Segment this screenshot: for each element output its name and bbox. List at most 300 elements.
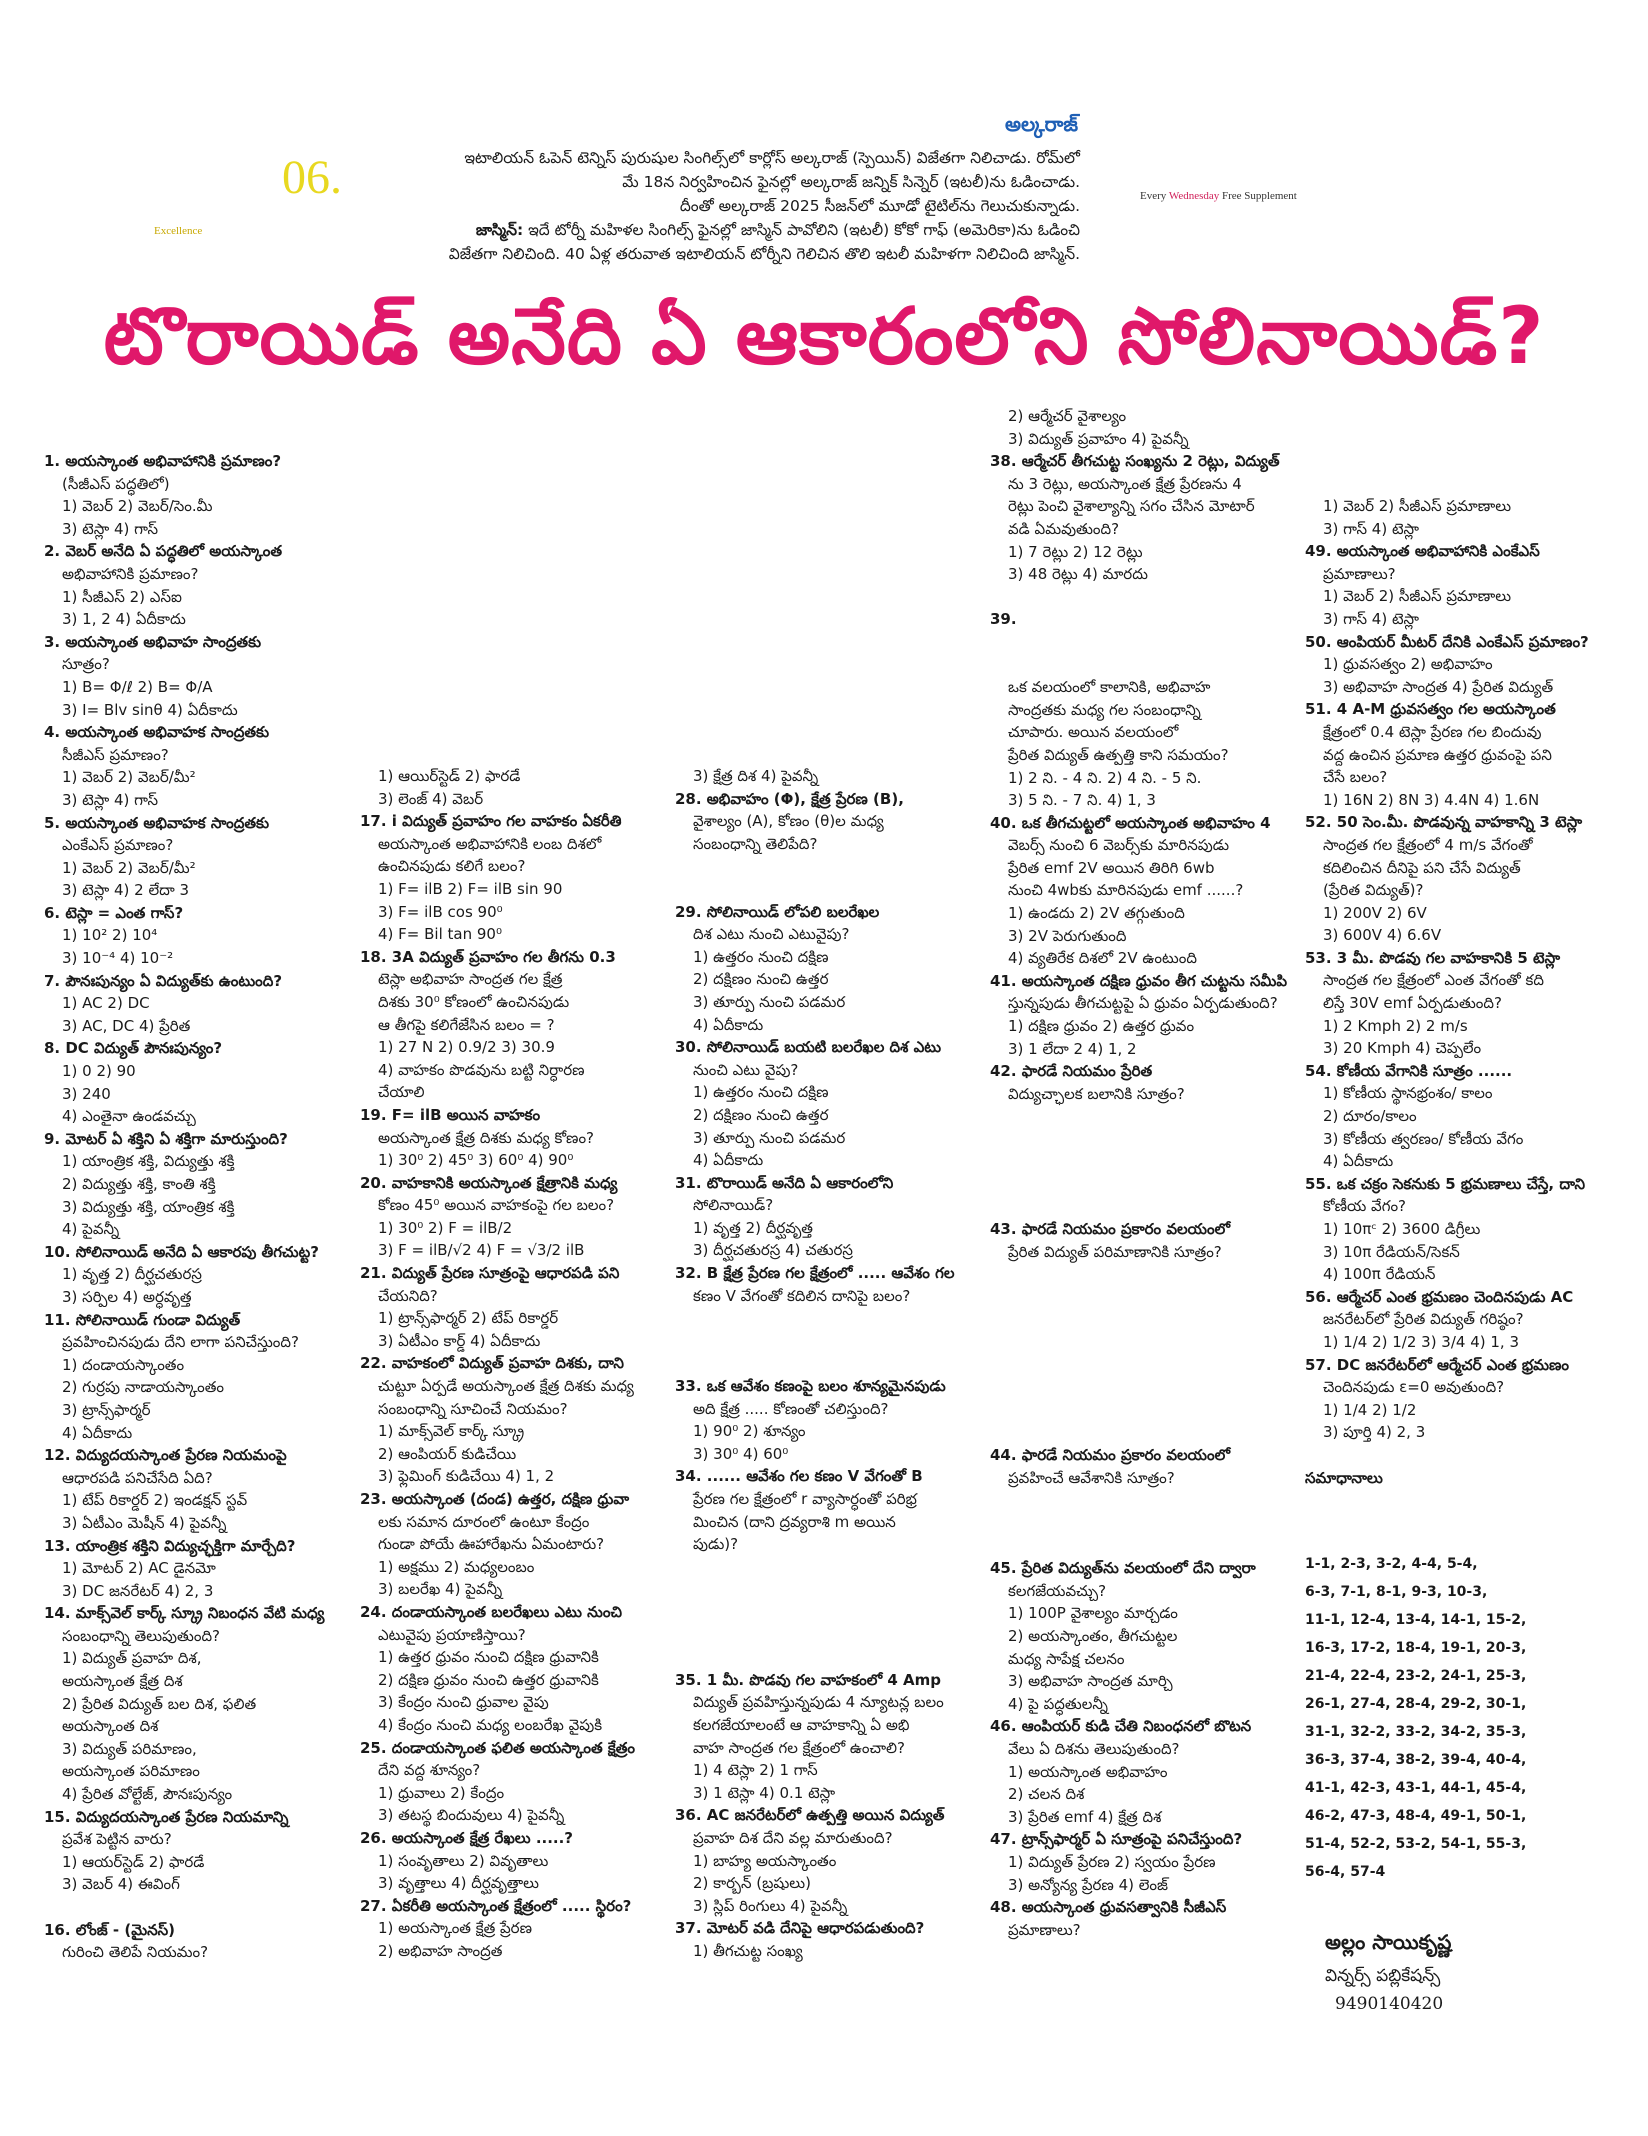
answer-row: 31-1, 32-2, 33-2, 34-2, 35-3, (1305, 1724, 1527, 1740)
option-line: 1) విద్యుత్ ప్రవాహ దిశ, (62, 1649, 202, 1668)
option-line: కలగజేయవచ్చు? (1008, 1581, 1107, 1600)
option-line: టెస్లా అభివాహ సాంద్రత గల క్షేత్ర (378, 970, 563, 989)
option-line: 1) వెబర్ 2) సీజీఎస్ ప్రమాణాలు (1323, 497, 1512, 515)
option-line: వేలు ఏ దిశను తెలుపుతుంది? (1008, 1740, 1180, 1759)
option-line: 1) F= ilB 2) F= ilB sin 90 (378, 879, 563, 898)
option-line: 3) 2V పెరుగుతుంది (1008, 926, 1127, 945)
option-line (675, 855, 955, 878)
option-line (675, 1352, 955, 1375)
option-line: 3) 30⁰ 4) 60⁰ (693, 1444, 789, 1463)
option-line: 4) వాహకం పొడవును బట్టి నిర్ధారణ (378, 1060, 585, 1079)
question: 41. అయస్కాంత దక్షిణ ధ్రువం తీగ చుట్టను సమీపి (990, 971, 1288, 990)
option-line: క్షేత్రంలో 0.4 టెస్లా ప్రేరణ గల బిందువు (1323, 722, 1542, 741)
option-line: 1) సీజీఎస్ 2) ఎస్ఐ (62, 587, 182, 606)
option-line (990, 1173, 1287, 1196)
option-line: ప్రవాహ దిశ దేని వల్ల మారుతుంది? (693, 1828, 893, 1847)
option-line: 3) 10⁻⁴ 4) 10⁻² (62, 949, 174, 968)
option-line: 1) అక్షము 2) మధ్యలంబం (378, 1557, 535, 1576)
option-line: 1) టేప్ రికార్డర్ 2) ఇండక్షన్ స్టవ్ (62, 1491, 248, 1510)
option-line: చేయాలి (378, 1083, 425, 1102)
answer-row: 26-1, 27-4, 28-4, 29-2, 30-1, (1305, 1696, 1527, 1712)
option-line: 3) 1 టెస్లా 4) 0.1 టెస్లా (693, 1783, 836, 1802)
option-line: 1) AC 2) DC (62, 994, 150, 1013)
option-line: ప్రమాణాలు? (1008, 1920, 1081, 1939)
option-line: 3) AC, DC 4) ప్రేరిత (62, 1016, 191, 1035)
option-line: 2) చలన దిశ (1008, 1785, 1085, 1804)
option-line: మించిన (దాని ద్రవ్యరాశి m అయిన (693, 1512, 896, 1531)
news-box (420, 146, 1080, 266)
option-line: మధ్య సాపేక్ష చలనం (1008, 1649, 1125, 1668)
option-line: 4) ఏదీకాదు (1323, 1152, 1394, 1171)
option-line (990, 1105, 1287, 1128)
option-line: 1) ఉత్తరం నుంచి దక్షిణ (693, 1083, 829, 1102)
question: 1. అయస్కాంత అభివాహానికి ప్రమాణం? (44, 452, 282, 470)
answer-row: 21-4, 22-4, 23-2, 24-1, 25-3, (1305, 1668, 1527, 1684)
question: 10. సోలినాయిడ్ అనేది ఏ ఆకారపు తీగచుట్ట? (44, 1242, 319, 1261)
answer-row: 51-4, 52-2, 53-2, 54-1, 55-3, (1305, 1836, 1527, 1852)
option-line: విద్యుత్ ప్రవహిస్తున్నపుడు 4 న్యూటన్ల బలం (693, 1693, 944, 1712)
question: 9. మోటర్ ఏ శక్తిని ఏ శక్తిగా మారుస్తుంది? (44, 1129, 288, 1148)
headline: టొరాయిడ్ అనేది ఏ ఆకారంలోని సోలినాయిడ్? (103, 292, 1545, 382)
option-line: 1) 30⁰ 2) F = ilB/2 (378, 1218, 513, 1237)
question: 51. 4 A-M ధ్రువసత్వం గల అయస్కాంత (1305, 700, 1556, 719)
option-line: 3) ట్రాన్స్‌ఫార్మర్ (62, 1400, 151, 1419)
option-line: 2) కార్బన్ (బ్రషులు) (693, 1874, 811, 1893)
question-column-2 (360, 765, 635, 1962)
option-line (1305, 1444, 1589, 1467)
option-line: (సీజీఎస్ పద్ధతిలో) (62, 474, 170, 493)
question: 50. ఆంపియర్ మీటర్ దేనికి ఎంకేఎస్ ప్రమాణం? (1305, 632, 1589, 651)
option-line (990, 1512, 1287, 1535)
phone: 9490140420 (1335, 1994, 1444, 2014)
option-line: 2) ప్రేరిత విద్యుత్ బల దిశ, ఫలిత (62, 1694, 257, 1713)
option-line: 1) 2 ని. - 4 ని. 2) 4 ని. - 5 ని. (1008, 768, 1202, 787)
option-line: 3) అభివాహ సాంద్రత మార్చి (1008, 1672, 1173, 1691)
question: 11. సోలినాయిడ్ గుండా విద్యుత్ (44, 1310, 241, 1329)
option-line: 2) విద్యుత్తు శక్తి, కాంతి శక్తి (62, 1175, 216, 1193)
option-line (675, 1307, 955, 1330)
question: 4. అయస్కాంత అభివాహక సాంద్రతకు (44, 723, 270, 742)
option-line: 3) సర్పిల 4) అర్ధవృత్త (62, 1287, 192, 1306)
question: 39. (990, 610, 1017, 629)
page-number: 06. (282, 151, 342, 204)
option-line: 4) పై పద్ధతులన్నీ (1008, 1694, 1108, 1713)
question: 24. దండాయస్కాంత బలరేఖలు ఎటు నుంచి (360, 1602, 622, 1621)
question: 45. ప్రేరిత విద్యుత్‌ను వలయంలో దేని ద్వారా (990, 1559, 1256, 1578)
option-line: 2) దక్షిణం నుంచి ఉత్తర (693, 970, 829, 989)
option-line: 3) తూర్పు నుంచి పడమర (693, 1128, 846, 1147)
option-line: సంబంధాన్ని సూచించే నియమం? (378, 1399, 568, 1418)
option-line: కణం V వేగంతో కదిలిన దానిపై బలం? (693, 1286, 911, 1305)
supp-day: Wednesday (1168, 190, 1220, 202)
option-line: 3) క్షేత్ర దిశ 4) పైవన్నీ (693, 767, 819, 785)
option-line: ప్రమాణాలు? (1323, 564, 1396, 583)
option-line: ప్రవహించినపుడు దేని లాగా పనిచేస్తుంది? (62, 1333, 299, 1352)
question: 28. అభివాహం (Φ), క్షేత్ర ప్రేరణ (B), (675, 789, 904, 808)
question: 47. ట్రాన్స్‌ఫార్మర్ ఏ సూత్రంపై పనిచేస్తుంది? (990, 1830, 1243, 1849)
answer-row: 36-3, 37-4, 38-2, 39-4, 40-4, (1305, 1752, 1527, 1768)
option-line: ఆ తీగపై కలిగేజేసిన బలం = ? (378, 1015, 555, 1034)
option-line: 1) దండాయస్కాంతం (62, 1355, 185, 1374)
option-line: చెందినపుడు ε=0 అవుతుంది? (1323, 1378, 1505, 1397)
option-line: సాంద్రత గల క్షేత్రంలో ఎంత వేగంతో కది (1323, 971, 1544, 990)
option-line (675, 1556, 955, 1579)
question: 46. ఆంపియర్ కుడి చేతి నిబంధనలో బొటన (990, 1717, 1252, 1736)
option-line: కలగజేయాలంటే ఆ వాహకాన్ని ఏ అభి (693, 1715, 910, 1734)
option-line: 3) బలరేఖ 4) పైవన్నీ (378, 1580, 503, 1599)
option-line: 3) 10π రేడియన్/సెకన్ (1323, 1242, 1460, 1261)
option-line: 4) 100π రేడియన్ (1323, 1265, 1436, 1284)
question: 23. అయస్కాంత (దండ) ఉత్తర, దక్షిణ ధ్రువా (360, 1490, 630, 1508)
option-line: 2) దక్షిణం నుంచి ఉత్తర (693, 1105, 829, 1124)
option-line: 3) 5 ని. - 7 ని. 4) 1, 3 (1008, 791, 1156, 810)
option-line: 1) వృత్త 2) దీర్ఘవృత్త (693, 1218, 813, 1237)
option-line: 1) 16N 2) 8N 3) 4.4N 4) 1.6N (1323, 790, 1540, 809)
option-line: చేసే బలం? (1323, 768, 1388, 787)
question: 36. AC జనరేటర్‌లో ఉత్పత్తి అయిన విద్యుత్ (675, 1806, 945, 1825)
option-line: 1) 1/4 2) 1/2 3) 3/4 4) 1, 3 (1323, 1332, 1520, 1351)
publisher: విన్నర్స్ పబ్లికేషన్స్ (1325, 1966, 1441, 1986)
option-line: ఒక వలయంలో కాలానికి, అభివాహ (1008, 678, 1211, 697)
option-line: 3) అన్యోన్య ప్రేరణ 4) లెంజ్ (1008, 1875, 1168, 1894)
option-line: వడి ఏమవుతుంది? (1008, 519, 1120, 538)
question: 35. 1 మీ. పొడవు గల వాహకంలో 4 Amp (675, 1670, 941, 1689)
question: 16. లోంజ్ - (మైనస్) (44, 1920, 175, 1939)
question: 26. అయస్కాంత క్షేత్ర రేఖలు .....? (360, 1828, 574, 1847)
option-line: గురించి తెలిపే నియమం? (62, 1943, 209, 1962)
question: 15. విద్యుదయస్కాంత ప్రేరణ నియమాన్ని (44, 1807, 289, 1826)
option-line: 3) కేంద్రం నుంచి ధ్రువాల వైపు (378, 1693, 549, 1712)
option-line: చేయనిది? (378, 1286, 438, 1305)
answer-row: 56-4, 57-4 (1305, 1864, 1386, 1880)
option-line: నుంచి 4wbకు మారినపుడు emf ......? (1008, 881, 1244, 900)
option-line: 3) ఫ్లెమింగ్ కుడిచేయి 4) 1, 2 (378, 1467, 555, 1486)
option-line: ఎంకేఎస్ ప్రమాణం? (62, 836, 174, 855)
question: 37. మోటర్ వడి దేనిపై ఆధారపడుతుంది? (675, 1919, 925, 1938)
question: 3. అయస్కాంత అభివాహ సాంద్రతకు (44, 632, 262, 651)
option-line: 3) I= Blv sinθ 4) ఏదీకాదు (62, 700, 238, 719)
option-line: ప్రేరణ గల క్షేత్రంలో r వ్యాసార్ధంతో పరిభ్ర (693, 1490, 917, 1508)
question: 18. 3A విద్యుత్ ప్రవాహం గల తీగను 0.3 (360, 947, 616, 966)
question: 40. ఒక తీగచుట్టలో అయస్కాంత అభివాహం 4 (990, 813, 1271, 832)
option-line: లకు సమాన దూరంలో ఉంటూ కేంద్రం (378, 1512, 590, 1531)
tagline: Excellence (154, 225, 203, 237)
option-line: 2) దూరం/కాలం (1323, 1107, 1417, 1126)
option-line: నుంచి ఎటు వైపు? (693, 1060, 799, 1079)
option-line: 2) ఆర్మేచర్ వైశాల్యం (1008, 407, 1127, 425)
question: 42. ఫారడే నియమం ప్రేరిత (990, 1062, 1153, 1081)
option-line: 1) యాంత్రిక శక్తి, విద్యుత్తు శక్తి (62, 1152, 235, 1171)
option-line: కోణీయ వేగం? (1323, 1197, 1407, 1216)
question: 38. ఆర్మేచర్ తీగచుట్ట సంఖ్యను 2 రెట్లు, విద్యుత్ (990, 452, 1280, 471)
option-line: 3) 1, 2 4) ఏదీకాదు (62, 610, 186, 629)
news-line: మే 18న నిర్వహించిన ఫైనల్లో అల్కరాజ్ జన్నిక్ సిన్నెర్ (ఇటలీ)ను ఓడించాడు. (622, 173, 1080, 191)
question: సమాధానాలు (1305, 1468, 1383, 1487)
option-line: 4) F= Bil tan 90⁰ (378, 925, 502, 944)
option-line: 3) లెంజ్ 4) వెబర్ (378, 789, 484, 808)
question: 8. DC విద్యుత్ పౌనఃపున్యం? (44, 1039, 223, 1058)
question: 33. ఒక ఆవేశం కణంపై బలం శూన్యమైనపుడు (675, 1377, 946, 1396)
option-line: గుండా పోయే ఊహారేఖను ఏమంటారు? (378, 1535, 605, 1554)
option-line: 4) ఏదీకాదు (693, 1015, 764, 1034)
author-name: అల్లం సాయికృష్ణ (1325, 1930, 1452, 1954)
option-line (990, 1331, 1287, 1354)
news-line: దీంతో అల్కరాజ్ 2025 సీజన్‌లో మూడో టైటిల్‌ను గెలుచుకున్నాడు. (679, 197, 1080, 215)
option-line: దేని వద్ద శూన్యం? (378, 1761, 481, 1780)
option-line: 1) ధ్రువాలు 2) కేంద్రం (378, 1783, 505, 1802)
option-line: 2) అభివాహ సాంద్రత (378, 1941, 503, 1960)
question: 52. 50 సెం.మీ. పొడవున్న వాహకాన్ని 3 టెస్లా (1305, 813, 1583, 832)
option-line: 1) ఆయిర్‌స్టెడ్ 2) ఫారడే (378, 767, 521, 785)
option-line: దిశకు 30⁰ కోణంలో ఉంచినపుడు (378, 992, 570, 1011)
option-line (990, 631, 1287, 654)
option-line: సీజీఎస్ ప్రమాణం? (62, 745, 169, 764)
option-line: కదిలించిన దీనిపై పని చేసే విద్యుత్ (1323, 858, 1521, 877)
option-line: చూపారు. అయిన వలయంలో (1008, 723, 1179, 742)
option-line: విద్యుచ్ఛాలక బలానికి సూత్రం? (1008, 1084, 1185, 1103)
option-line: అయస్కాంత పరిమాణం (62, 1762, 200, 1781)
option-line: 2) దక్షిణ ధ్రువం నుంచి ఉత్తర ధ్రువానికి (378, 1670, 599, 1689)
option-line: ను 3 రెట్లు, అయస్కాంత క్షేత్ర ప్రేరణను 4 (1008, 474, 1242, 493)
option-line: 1) బాహ్య అయస్కాంతం (693, 1851, 837, 1870)
news-line: విజేతగా నిలిచింది. 40 ఏళ్ల తరువాత ఇటాలియన్ టోర్నీని గెలిచిన తొలి ఇటలీ మహిళగా నిలిచింది జాస్మిన్. (448, 245, 1080, 263)
question: 44. ఫారడే నియమం ప్రకారం వలయంలో (990, 1446, 1231, 1465)
question: 13. యాంత్రిక శక్తిని విద్యుచ్ఛక్తిగా మార్చేది? (44, 1536, 296, 1555)
option-line: సూత్రం? (62, 655, 110, 674)
news-line (420, 218, 1080, 242)
option-line: 1) తీగచుట్ట సంఖ్య (693, 1941, 803, 1960)
option-line: వైశాల్యం (A), కోణం (θ)ల మధ్య (693, 812, 884, 831)
question: 20. వాహకానికి అయస్కాంత క్షేత్రానికి మధ్య (360, 1173, 618, 1192)
option-line: ప్రేరిత emf 2V అయిన తిరిగి 6wb (1008, 858, 1215, 877)
option-line: 3) ఏటీఎం మెషీన్ 4) పైవన్నీ (62, 1513, 227, 1532)
option-line: 1) ఉత్తర ధ్రువం నుంచి దక్షిణ ధ్రువానికి (378, 1648, 599, 1667)
supplement-label (1140, 190, 1297, 202)
option-line (44, 1896, 324, 1919)
option-line: కోణం 45⁰ అయిన వాహకంపై గల బలం? (378, 1196, 615, 1215)
option-line (990, 1309, 1287, 1332)
option-line: 1) వెబర్ 2) వెబర్/మీ² (62, 768, 196, 787)
option-line: సంబంధాన్ని తెలుపుతుంది? (62, 1626, 221, 1645)
option-line: అయస్కాంత దిశ (62, 1717, 159, 1736)
question: 53. 3 మీ. పొడవు గల వాహకానికి 5 టెస్లా (1305, 948, 1561, 967)
option-line: 1) అయస్కాంత అభివాహం (1008, 1762, 1168, 1781)
option-line: ఎటువైపు ప్రయాణిస్తాయి? (378, 1625, 526, 1644)
option-line: అయస్కాంత క్షేత్ర దిశకు మధ్య కోణం? (378, 1128, 595, 1147)
option-line: 3) టెస్లా 4) 2 లేదా 3 (62, 881, 189, 900)
option-line: 1) 100P వైశాల్యం మార్చడం (1008, 1604, 1178, 1623)
question: 34. ...... ఆవేశం గల కణం V వేగంతో B (675, 1467, 923, 1486)
option-line: 1) B= Φ/ℓ 2) B= Φ/A (62, 677, 213, 696)
option-line: 3) విద్యుత్ ప్రవాహం 4) పైవన్నీ (1008, 429, 1189, 448)
option-line: 1) 90⁰ 2) శూన్యం (693, 1422, 806, 1441)
option-line (675, 1624, 955, 1647)
option-line: 1) అయస్కాంత క్షేత్ర ప్రేరణ (378, 1919, 532, 1938)
option-line: 1) ట్రాన్స్‌ఫార్మర్ 2) టేప్ రికార్డర్ (378, 1309, 559, 1328)
answer-key (1305, 1550, 1526, 1886)
question: 56. ఆర్మేచర్ ఎంత భ్రమణం చెందినపుడు AC (1305, 1287, 1574, 1306)
option-line: జనరేటర్‌లో ప్రేరిత విద్యుత్ గరిష్ఠం? (1323, 1310, 1524, 1329)
option-line: అయస్కాంత అభివాహానికి లంబ దిశలో (378, 834, 602, 853)
question: 54. కోణీయ వేగానికి సూత్రం ...... (1305, 1061, 1513, 1080)
answer-row: 41-1, 42-3, 43-1, 44-1, 45-4, (1305, 1780, 1527, 1796)
option-line: 4) ప్రేరిత వోల్టేజ్, పౌనఃపున్యం (62, 1785, 233, 1804)
option-line (990, 1264, 1287, 1287)
option-line: 3) F= ilB cos 90⁰ (378, 902, 503, 921)
option-line: 1) 27 N 2) 0.9/2 3) 30.9 (378, 1038, 555, 1057)
option-line: 3) ప్రేరిత emf 4) క్షేత్ర దిశ (1008, 1807, 1162, 1826)
option-line: 3) పూర్తి 4) 2, 3 (1323, 1423, 1426, 1442)
option-line (990, 1377, 1287, 1400)
option-line: సాంద్రత గల క్షేత్రంలో 4 m/s వేగంతో (1323, 835, 1533, 854)
option-line: 3) 240 (62, 1084, 111, 1103)
option-line: 1) 10πᶜ 2) 3600 డిగ్రీలు (1323, 1220, 1481, 1238)
option-line: (ప్రేరిత విద్యుత్)? (1323, 881, 1424, 900)
question: 14. మాక్స్‌వెల్ కార్క్ స్క్రూ నిబంధన వేటి మధ్య (44, 1604, 325, 1623)
option-line (990, 1128, 1287, 1151)
answer-row: 1-1, 2-3, 3-2, 4-4, 5-4, (1305, 1556, 1478, 1572)
question: 5. అయస్కాంత అభివాహక సాంద్రతకు (44, 813, 270, 832)
option-line: సాంద్రతకు మధ్య గల సంబంధాన్ని (1008, 700, 1201, 719)
option-line: 1) మాక్స్‌వెల్ కార్క్ స్క్రూ (378, 1422, 525, 1441)
question: 43. ఫారడే నియమం ప్రకారం వలయంలో (990, 1220, 1231, 1239)
option-line: 3) విద్యుత్తు శక్తి, యాంత్రిక శక్తి (62, 1197, 235, 1216)
option-line (990, 654, 1287, 677)
option-line: ప్రవేశ పెట్టిన వారు? (62, 1830, 172, 1849)
option-line (990, 1151, 1287, 1174)
answer-row: 46-2, 47-3, 48-4, 49-1, 50-1, (1305, 1808, 1527, 1824)
option-line (675, 1330, 955, 1353)
option-line (675, 1646, 955, 1669)
option-line: లిస్తే 30V emf ఏర్పడుతుంది? (1323, 994, 1502, 1013)
option-line: 3) కోణీయ త్వరణం/ కోణీయ వేగం (1323, 1129, 1524, 1148)
option-line: 1) వెబర్ 2) వెబర్/మీ² (62, 858, 196, 877)
option-line: 3) దీర్ఘచతురస్ర 4) చతురస్ర (693, 1241, 853, 1260)
option-line: స్తున్నపుడు తీగచుట్టపై ఏ ధ్రువం ఏర్పడుతుంది? (1008, 994, 1278, 1013)
option-line (675, 1578, 955, 1601)
option-line (990, 1490, 1287, 1513)
question: 22. వాహకంలో విద్యుత్ ప్రవాహ దిశకు, దాని (360, 1354, 624, 1373)
option-line: 1) వెబర్ 2) వెబర్/సెం.మీ (62, 497, 213, 516)
option-line: 3) గాస్ 4) టెస్లా (1323, 519, 1420, 538)
option-line: 1) 2 Kmph 2) 2 m/s (1323, 1016, 1468, 1035)
option-line: వద్ద ఉంచిన ప్రమాణ ఉత్తర ధ్రువంపై పని (1323, 745, 1552, 764)
news-line: ఇటాలియన్ ఓపెన్ టెన్నిస్ పురుషుల సింగిల్స్‌లో కార్లోస్ అల్కరాజ్ (స్పెయిన్) విజేతగా నిలిచాడు. రోమ్‌లో (464, 149, 1080, 167)
option-line: 4) పైవన్నీ (62, 1220, 120, 1239)
option-line: 1) సంవృతాలు 2) వివృతాలు (378, 1851, 549, 1870)
question: 6. టెస్లా = ఎంత గాస్? (44, 903, 184, 922)
option-line: 4) కేంద్రం నుంచి మధ్య లంబరేఖ వైపుకి (378, 1715, 603, 1734)
option-line: 3) అభివాహ సాంద్రత 4) ప్రేరిత విద్యుత్ (1323, 677, 1554, 696)
option-line: సోలినాయిడ్? (693, 1196, 774, 1215)
option-line: ప్రేరిత విద్యుత్ పరిమాణానికి సూత్రం? (1008, 1242, 1222, 1261)
option-line: 1) వృత్త 2) దీర్ఘచతురస్ర (62, 1265, 202, 1284)
question: 49. అయస్కాంత అభివాహానికి ఎంకేఎస్ (1305, 542, 1540, 561)
option-line: 3) గాస్ 4) టెస్లా (1323, 609, 1420, 628)
option-line: 1) దక్షిణ ధ్రువం 2) ఉత్తర ధ్రువం (1008, 1017, 1195, 1036)
option-line: 1) 7 రెట్లు 2) 12 రెట్లు (1008, 542, 1143, 561)
option-line: వెబర్స్ నుంచి 6 వెబర్స్‌కు మారినపుడు (1008, 836, 1230, 855)
question-column-5 (1305, 495, 1589, 1489)
option-line: 1) ఆయర్‌స్టెడ్ 2) ఫారడే (62, 1852, 205, 1871)
option-line: 1) వెబర్ 2) సీజీఎస్ ప్రమాణాలు (1323, 587, 1512, 606)
option-line (990, 1196, 1287, 1219)
option-line: 3) వెబర్ 4) ఈవింగ్ (62, 1875, 180, 1894)
option-line: 3) 1 లేదా 2 4) 1, 2 (1008, 1039, 1137, 1058)
option-line: 1) ఉండదు 2) 2V తగ్గుతుంది (1008, 904, 1185, 923)
question: 30. సోలినాయిడ్ బయటి బలరేఖల దిశ ఎటు (675, 1038, 942, 1057)
option-line: ప్రవహించే ఆవేశానికి సూత్రం? (1008, 1468, 1175, 1487)
supp-post: Free Supplement (1219, 190, 1297, 202)
option-line: 1) 10² 2) 10⁴ (62, 926, 158, 945)
option-line: 1) ధ్రువసత్వం 2) అభివాహం (1323, 655, 1493, 674)
option-line: 1) 200V 2) 6V (1323, 903, 1427, 922)
option-line: 3) వృత్తాలు 4) దీర్ఘవృత్తాలు (378, 1874, 540, 1893)
option-line: 3) విద్యుత్ పరిమాణం, (62, 1739, 197, 1758)
option-line (990, 1422, 1287, 1445)
option-line: ఆధారపడి పనిచేసేది ఏది? (62, 1468, 213, 1487)
option-line: 1) కోణీయ స్థానభ్రంశం/ కాలం (1323, 1084, 1493, 1103)
question: 21. విద్యుత్ ప్రేరణ సూత్రంపై ఆధారపడి పని (360, 1264, 620, 1283)
option-line: 3) 600V 4) 6.6V (1323, 926, 1442, 945)
option-line: 1) 0 2) 90 (62, 1062, 136, 1081)
option-line: 3) ఏటీఎం కార్డ్ 4) ఏదీకాదు (378, 1331, 541, 1350)
news-title: అల్కరాజ్ (1005, 112, 1078, 136)
option-line: సంబంధాన్ని తెలిపేది? (693, 834, 818, 853)
option-line: దిశ ఎటు నుంచి ఎటువైపు? (693, 925, 850, 944)
option-line (675, 878, 955, 901)
option-line: 3) DC జనరేటర్ 4) 2, 3 (62, 1581, 214, 1600)
option-line: 1) మోటర్ 2) AC డైనమో (62, 1559, 216, 1578)
question: 31. టొరాయిడ్ అనేది ఏ ఆకారంలోని (675, 1173, 894, 1192)
answer-row: 6-3, 7-1, 8-1, 9-3, 10-3, (1305, 1584, 1488, 1600)
option-line: 1) 1/4 2) 1/2 (1323, 1400, 1417, 1419)
option-line (990, 1354, 1287, 1377)
option-line (990, 586, 1287, 609)
option-line (675, 1601, 955, 1624)
option-line: అది క్షేత్ర ..... కోణంతో చలిస్తుంది? (693, 1399, 889, 1418)
option-line (990, 1399, 1287, 1422)
option-line (990, 1535, 1287, 1558)
question: 7. పౌనఃపున్యం ఏ విద్యుత్‌కు ఉంటుంది? (44, 971, 283, 990)
option-line: 3) తూర్పు నుంచి పడమర (693, 992, 846, 1011)
option-line: 4) వ్యతిరేక దిశలో 2V ఉంటుంది (1008, 949, 1197, 968)
option-line: 4) ఎంతైనా ఉండవచ్చు (62, 1107, 196, 1126)
option-line: అభివాహానికి ప్రమాణం? (62, 564, 199, 583)
option-line: 3) స్లిప్ రింగులు 4) పైవన్నీ (693, 1896, 848, 1915)
option-line: 3) తటస్థ బిందువులు 4) పైవన్నీ (378, 1806, 565, 1825)
option-line: 3) టెస్లా 4) గాస్ (62, 519, 159, 538)
question: 2. వెబర్ అనేది ఏ పద్ధతిలో అయస్కాంత (44, 542, 283, 561)
option-line (990, 1286, 1287, 1309)
question: 12. విద్యుదయస్కాంత ప్రేరణ నియమంపై (44, 1446, 287, 1465)
question: 25. దండాయస్కాంత ఫలిత అయస్కాంత క్షేత్రం (360, 1738, 636, 1757)
answer-row: 11-1, 12-4, 13-4, 14-1, 15-2, (1305, 1612, 1527, 1628)
answer-row: 16-3, 17-2, 18-4, 19-1, 20-3, (1305, 1640, 1527, 1656)
option-line: 1) 4 టెస్లా 2) 1 గాస్ (693, 1761, 818, 1780)
option-line: అయస్కాంత క్షేత్ర దిశ (62, 1672, 183, 1691)
option-line: 2) అయస్కాంతం, తీగచుట్టల (1008, 1627, 1178, 1646)
question: 27. ఏకరీతి అయస్కాంత క్షేత్రంలో ..... స్థిరం? (360, 1896, 632, 1915)
option-line: 1) ఉత్తరం నుంచి దక్షిణ (693, 947, 829, 966)
option-line: పుడు)? (693, 1535, 739, 1554)
option-line: రెట్లు పెంచి వైశాల్యాన్ని సగం చేసిన మోటార్ (1008, 497, 1255, 516)
option-line: 3) F = ilB/√2 4) F = √3/2 ilB (378, 1241, 585, 1260)
option-line: 3) 48 రెట్లు 4) మారదు (1008, 565, 1148, 584)
supp-pre: Every (1140, 190, 1169, 202)
question: 48. అయస్కాంత ధ్రువసత్వానికి సీజీఎస్ (990, 1898, 1227, 1917)
option-line: 3) టెస్లా 4) గాస్ (62, 790, 159, 809)
